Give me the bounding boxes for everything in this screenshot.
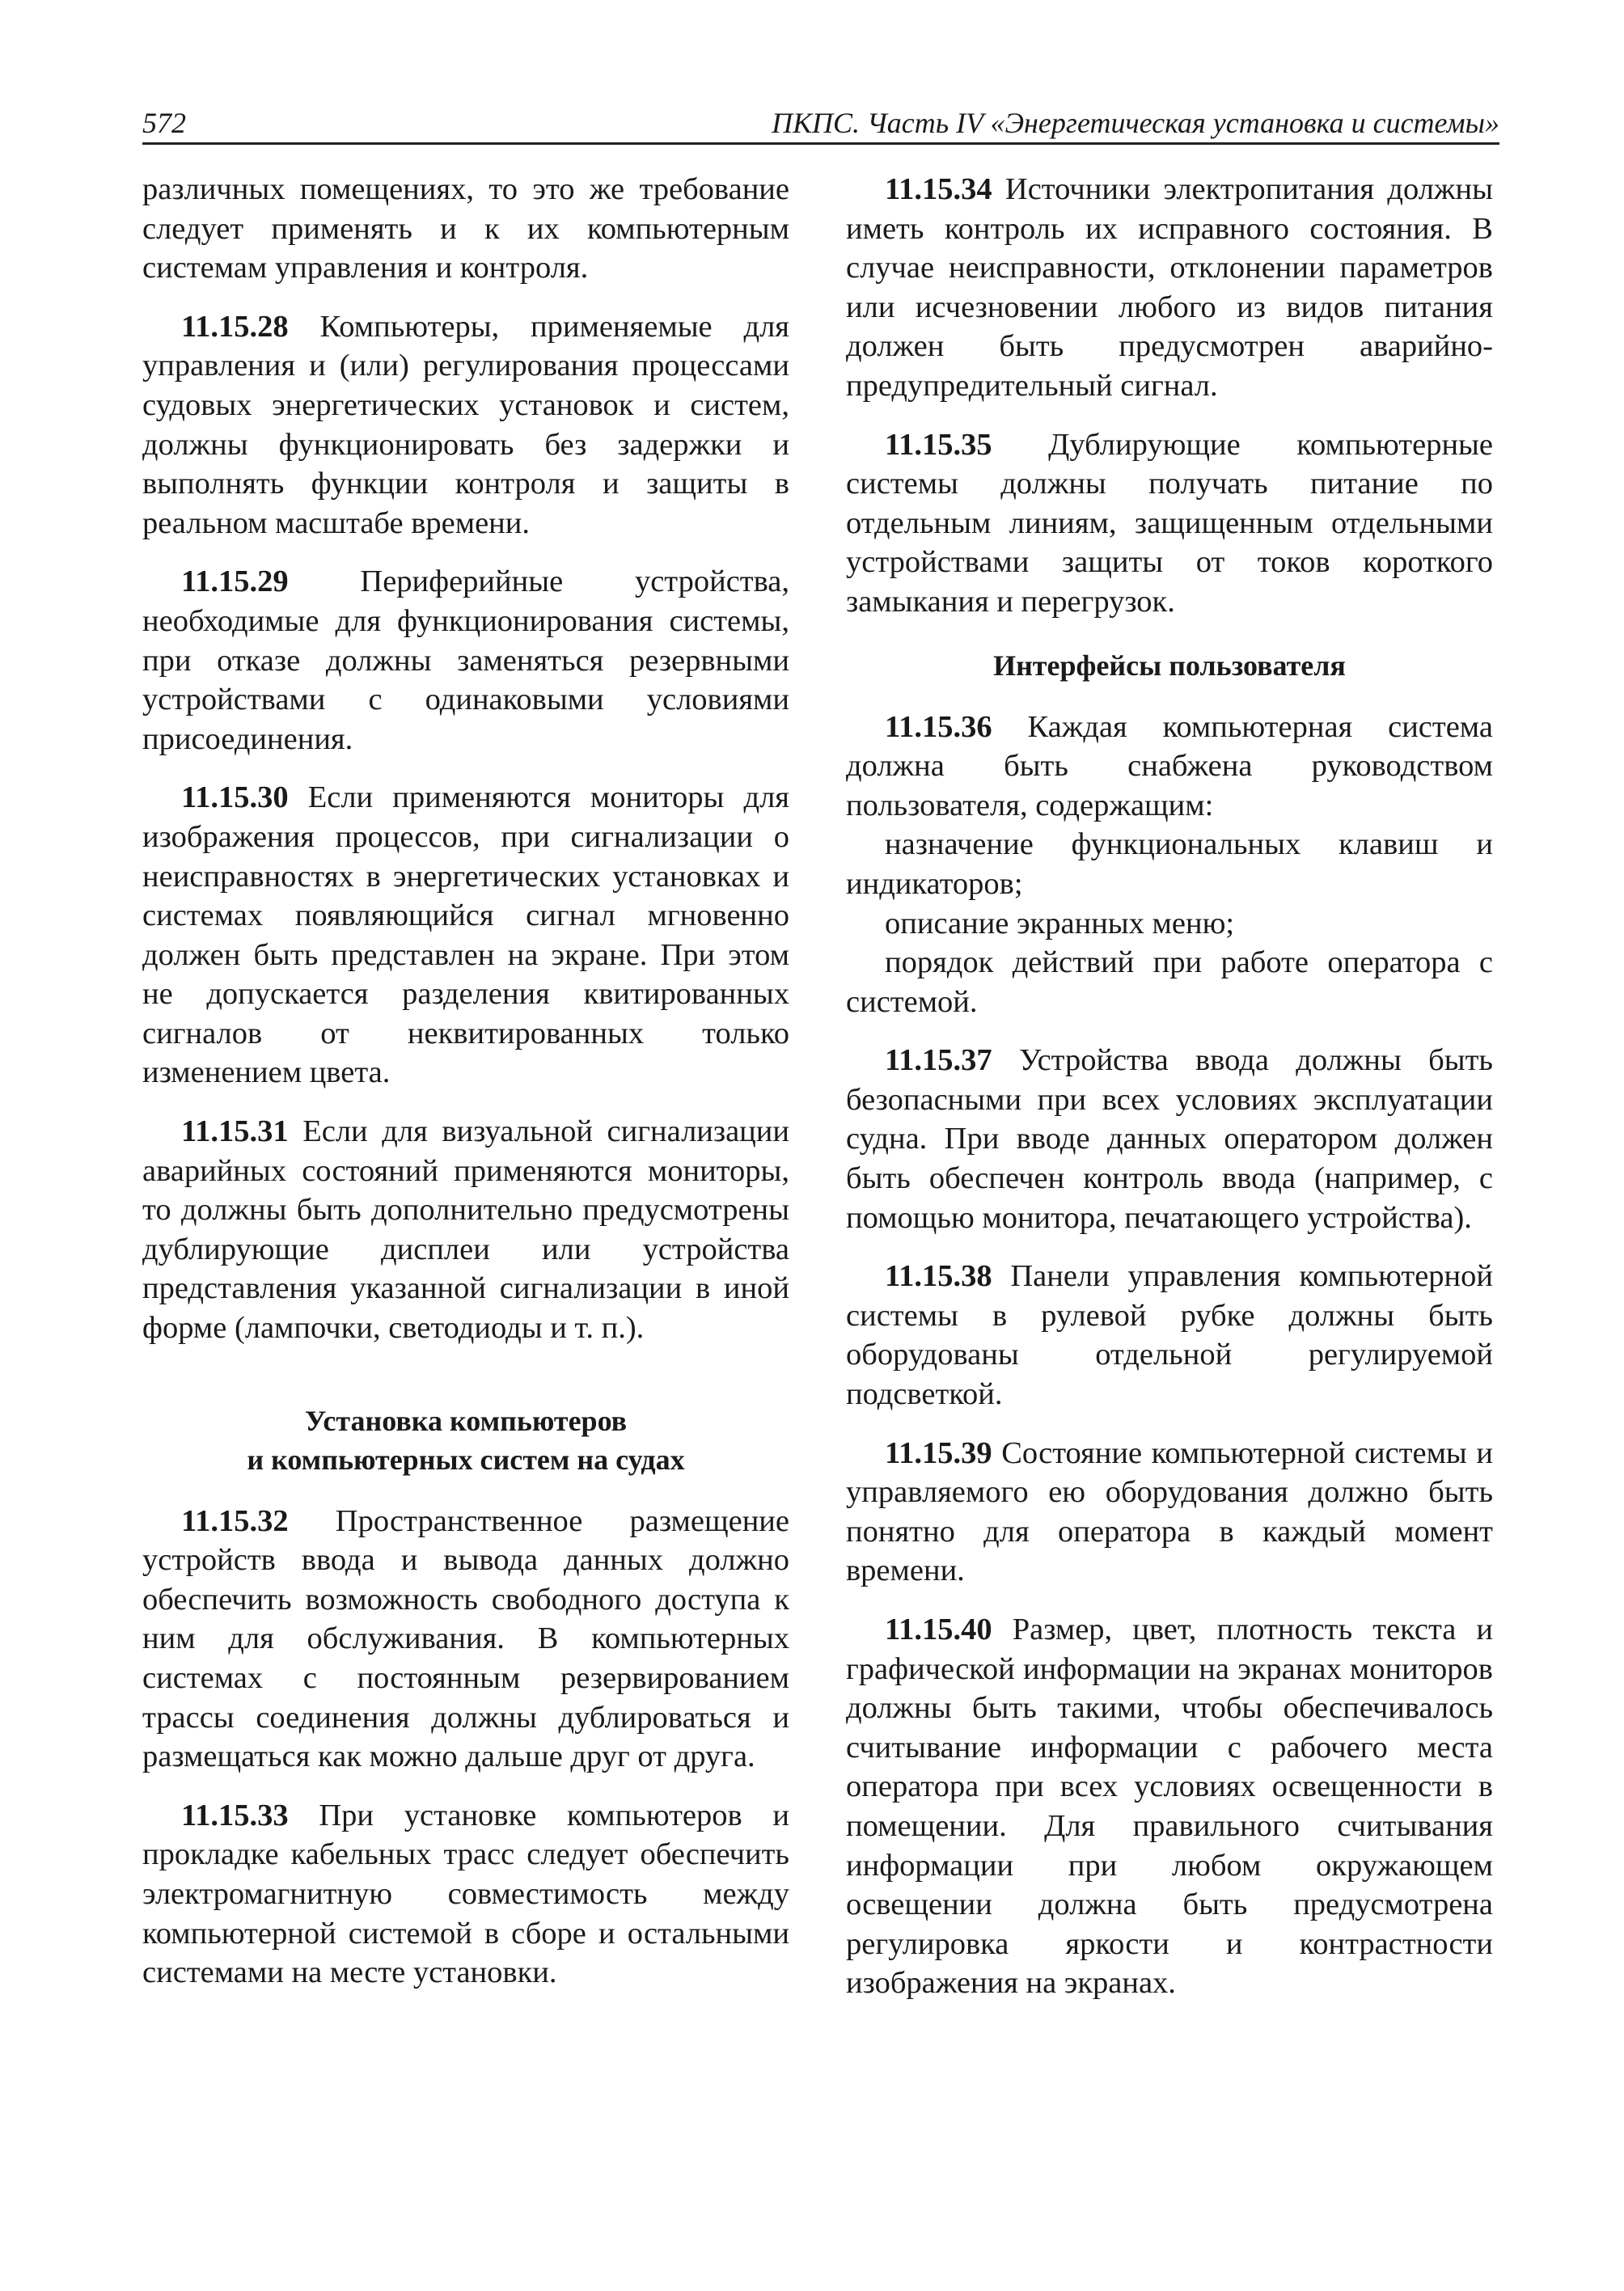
clause-11-15-37 bbox=[846, 1041, 1493, 1237]
clause-11-15-31 bbox=[142, 1112, 789, 1348]
clause-11-15-34 bbox=[846, 170, 1493, 406]
page-number: 572 bbox=[142, 107, 186, 139]
clause-11-15-36 bbox=[846, 708, 1493, 826]
page-header bbox=[142, 104, 1499, 145]
clause-number: 11.15.36 bbox=[885, 709, 992, 744]
clause-number: 11.15.35 bbox=[885, 427, 992, 462]
left-column bbox=[142, 170, 789, 2012]
clause-text: Размер, цвет, плотность текста и графической информации на экранах мониторов должны быть такими, чтобы обеспечивалось считывание информации с рабочего места оператора при всех условиях освещенности в помещении. Для правильного считывания информации при любом окружающем освещении должна быть предусмотрена регулировка яркости и контрастности изображения на экранах. bbox=[846, 1613, 1493, 2001]
clause-number: 11.15.29 bbox=[181, 564, 289, 599]
clause-11-15-32 bbox=[142, 1502, 789, 1777]
paragraph-continuation: различных помещениях, то это же требование следует применять и к их компьютерным системам управления и контроля. bbox=[142, 172, 789, 285]
clause-text: Устройства ввода должны быть безопасными при всех условиях эксплуатации судна. При вводе данных оператором должен быть обеспечен контроль ввода (например, с помощью монитора, печатающего устройства). bbox=[846, 1043, 1493, 1235]
clause-11-15-39 bbox=[846, 1434, 1493, 1591]
clause-number: 11.15.30 bbox=[181, 780, 289, 815]
clause-text: Состояние компьютерной системы и управляемого ею оборудования должно быть понятно для оператора в каждый момент времени. bbox=[846, 1435, 1493, 1588]
clause-number: 11.15.39 bbox=[885, 1435, 992, 1470]
section-heading-installation bbox=[142, 1401, 789, 1479]
clause-text: Источники электропитания должны иметь контроль их исправного состояния. В случае неисправности, отклонении параметров или исчезновении любого из видов питания должен быть предусмотрен аварийно-предупредительный сигнал. bbox=[846, 172, 1493, 403]
clause-text: Компьютеры, применяемые для управления и (или) регулирования процессами судовых энергетических установок и систем, должны функционировать без задержки и выполнять функции контроля и защиты в реальном масштабе времени. bbox=[142, 309, 789, 540]
running-title: ПКПС. Часть IV «Энергетическая установка и системы» bbox=[772, 107, 1499, 139]
clause-11-15-29 bbox=[142, 562, 789, 759]
heading-line: и компьютерных систем на судах bbox=[247, 1443, 685, 1476]
clause-number: 11.15.33 bbox=[181, 1798, 289, 1832]
clause-number: 11.15.38 bbox=[885, 1259, 992, 1294]
clause-number: 11.15.31 bbox=[181, 1114, 289, 1149]
clause-number: 11.15.28 bbox=[181, 309, 289, 344]
clause-number: 11.15.37 bbox=[885, 1043, 992, 1078]
right-column bbox=[846, 170, 1493, 2023]
clause-number: 11.15.40 bbox=[885, 1613, 992, 1646]
clause-number: 11.15.34 bbox=[885, 172, 992, 206]
list-item: назначение функциональных клавиш и индикаторов; bbox=[846, 827, 1493, 901]
clause-11-15-35 bbox=[846, 425, 1493, 622]
clause-11-15-33 bbox=[142, 1796, 789, 1993]
clause-text: При установке компьютеров и прокладке кабельных трасс следует обеспечить электромагнитную совместимость между компьютерной системой в сборе и остальными системами на месте установки. bbox=[142, 1798, 789, 1990]
clause-number: 11.15.32 bbox=[181, 1503, 289, 1538]
section-heading-user-interfaces: Интерфейсы пользователя bbox=[993, 649, 1346, 682]
clause-text: Пространственное размещение устройств ввода и вывода данных должно обеспечить возможность свободного доступа к ним для обслуживания. В компьютерных системах с постоянным резервированием трассы соединения должны дублироваться и размещаться как можно дальше друг от друга. bbox=[142, 1503, 789, 1774]
clause-text: Панели управления компьютерной системы в рулевой рубке должны быть оборудованы отдельной регулируемой подсветкой. bbox=[846, 1259, 1493, 1412]
clause-text: Периферийные устройства, необходимые для функционирования системы, при отказе должны заменяться резервными устройствами с одинаковыми условиями присоединения. bbox=[142, 564, 789, 756]
clause-text: Дублирующие компьютерные системы должны получать питание по отдельным линиям, защищенным отдельными устройствами защиты от токов короткого замыкания и перегрузок. bbox=[846, 427, 1493, 619]
clause-11-15-40 bbox=[846, 1610, 1493, 2003]
clause-11-15-28 bbox=[142, 307, 789, 543]
clause-text: Если применяются мониторы для изображения процессов, при сигнализации о неисправностях в энергетических установках и системах появляющийся сигнал мгновенно должен быть представлен на экране. При этом не допускается разделения квитированных сигналов от неквитированных только изменением цвета. bbox=[142, 780, 789, 1090]
clause-text: Каждая компьютерная система должна быть снабжена руководством пользователя, содержащим: bbox=[846, 709, 1493, 822]
list-item: порядок действий при работе оператора с системой. bbox=[846, 945, 1493, 1019]
clause-11-15-30 bbox=[142, 778, 789, 1093]
heading-line: Установка компьютеров bbox=[304, 1404, 628, 1437]
list-item: описание экранных меню; bbox=[885, 906, 1235, 940]
clause-11-15-38 bbox=[846, 1257, 1493, 1414]
clause-text: Если для визуальной сигнализации аварийных состояний применяются мониторы, то должны быть дополнительно предусмотрены дублирующие дисплеи или устройства представления указанной сигнализации в иной форме (лампочки, светодиоды и т. п.). bbox=[142, 1114, 789, 1346]
